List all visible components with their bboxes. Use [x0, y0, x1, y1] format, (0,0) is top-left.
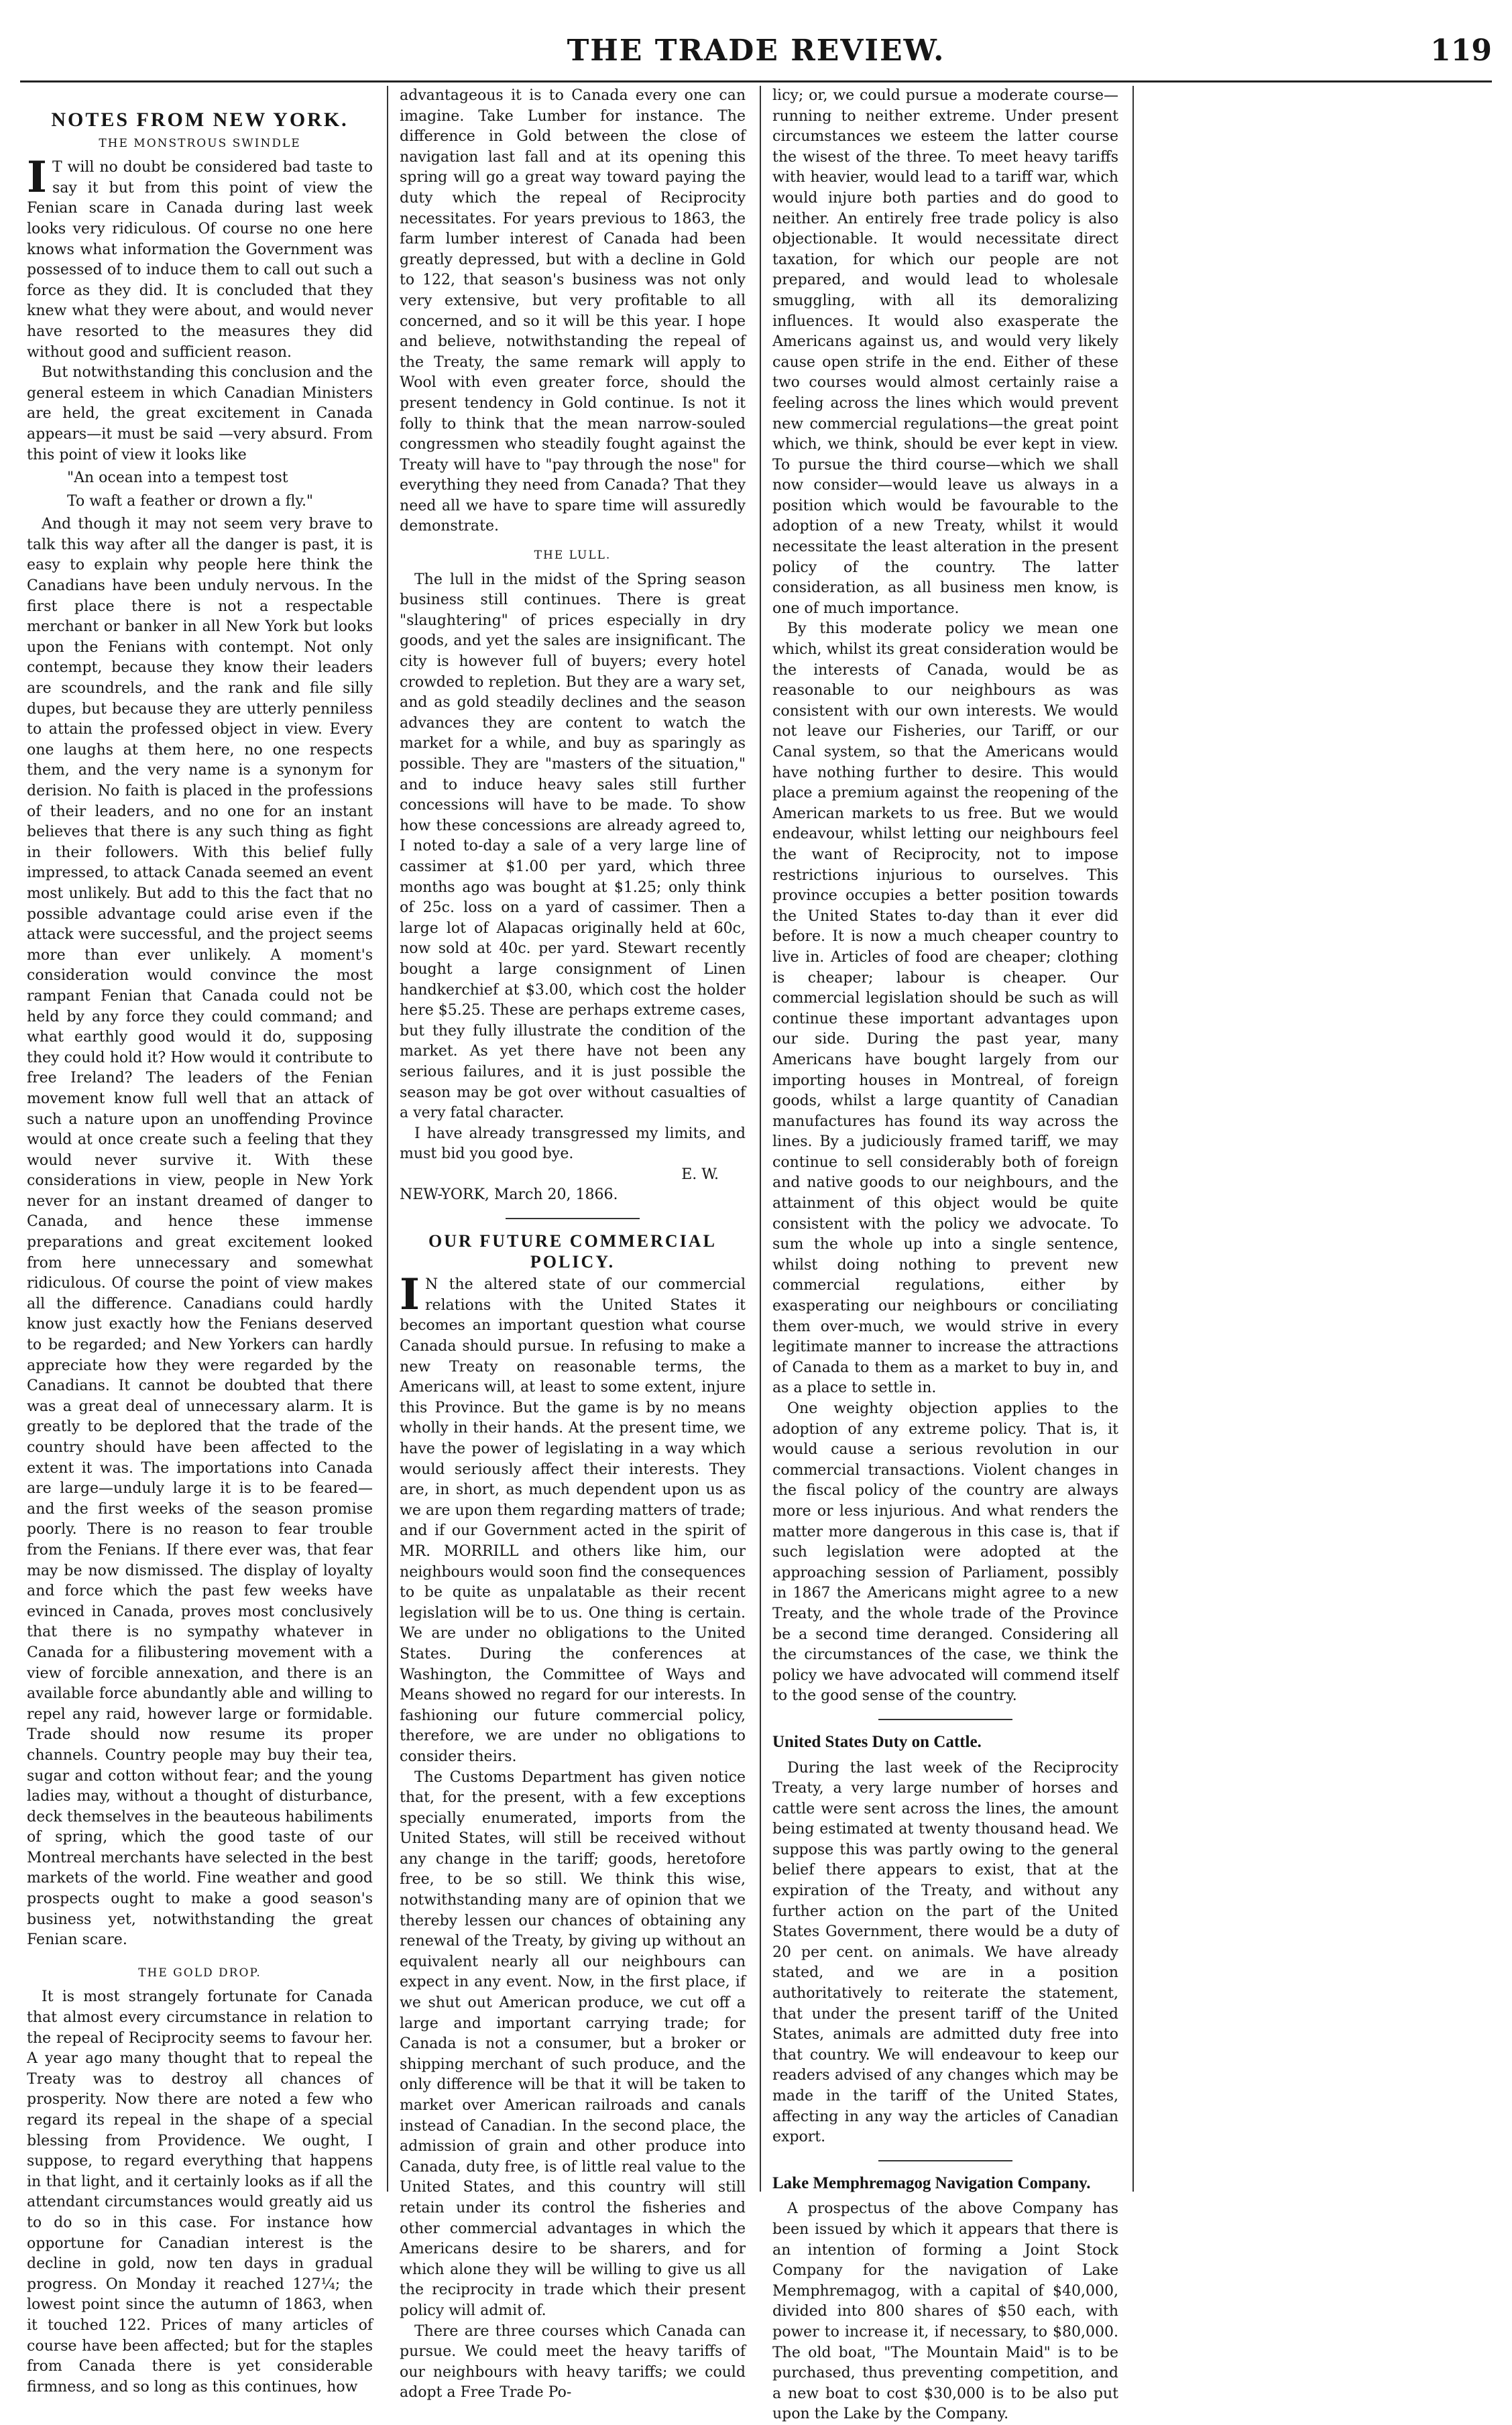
article-paragraph: And though it may not seem very brave to talk this way after all the danger is past, it is easy to explain why people here think the Canadians have been unduly nervous. In the first place there is not a respectable merchant or banker in all New York but looks upon the Fenians with contempt. Not only contempt, because they know their leaders are scoundrels, and the rank and file silly dupes, but because they are utterly penniless to attain the professed object in view. Every one laughs at them here, no one respects them, and the very name is a synonym for derision. No faith is placed in the professions of their leaders, and no one for an instant believes that there is any such thing as fight in their followers. With this belief fully impressed, to attack Canada seemed an event most unlikely. But add to this the fact that no possible advantage could arise even if the attack were successful, and the project seems more than ever unlikely. A moment's consideration would convince the most rampant Fenian that Canada could not be held by any force they could command; and what earthly good would it do, supposing they could hold it? How would it contribute to free Ireland? The leaders of the Fenian movement know full well that an attack of such a nature upon an unoffending Province would at once create such a feeling that they would never survive it. With these considerations in view, people in New York never for an instant dreamed of danger to Canada, and hence these immense preparations and great excitement looked from here unnecessary and somewhat ridiculous. Of course the point of view makes all the difference. Canadians could hardly know just exactly how the Fenians deserved to be regarded; and New Yorkers can hardly appreciate how they were regarded by the Canadians. It cannot be doubted that there was a great deal of unnecessary alarm. It is greatly to be deplored that the trade of the country should have been affected to the extent it was. The importations into Canada are large—unduly large it is to be feared—and the first weeks of the season promise poorly. There is no reason to fear trouble from the Fenians. If there ever was, that fear may be now dismissed. The display of loyalty and force which the past few weeks have evinced in Canada, proves most conclusively that there is no sympathy whatever in Canada for a filibustering movement with a view of forcible annexation, and there is an available force abundantly able and willing to repel any raid, however large or formidable. Trade should now resume its proper channels. Country people may buy their tea, sugar and cotton without fear; and the young ladies may, without a thought of disturbance, deck themselves in the beauteous habiliments of spring, which the good taste of our Montreal merchants have selected in the best markets of the world. Fine weather and good prospects ought to make a good season's business yet, notwithstanding the great Fenian scare. — [27, 516, 373, 1949]
section-rule — [506, 1218, 640, 1219]
publication-title: THE TRADE REVIEW. — [567, 34, 945, 68]
quotation-line: "An ocean into a tempest tost — [67, 469, 288, 487]
masthead — [20, 34, 1492, 76]
article-paragraph: One weighty objection applies to the adoption of any extreme policy. That is, it would cause a serious revolution in our commercial transactions. Violent changes in the fiscal policy of the country are always more or less injurious. And what renders the matter more dangerous in this case is, that if such legislation were adopted at the approaching session of Parliament, possibly in 1867 the Americans might agree to a new Treaty, and the whole trade of the Province be a second time deranged. Considering all the circumstances of the case, we think the policy we have advocated will commend itself to the good sense of the country. — [772, 1400, 1118, 1705]
section-rule — [878, 1719, 1012, 1720]
author-signature: E. W. — [681, 1166, 719, 1183]
paragraph-text: N the altered state of our commercial relations with the United States it becomes an important question what course Canada should pursue. In refusing to make a new Treaty on reasonable terms, the Americans will, at least to some extent, injure this Province. But the game is by no means wholly in their hands. At the present time, we have the power of legislating in a way which would seriously affect their interests. They are, in short, as much dependent upon us as we are upon them regarding matters of trade; and if our Government acted in the spirit of MR. MORRILL and others like him, our neighbours would soon find the consequences to be quite as unpalatable as their recent legislation will be to us. One thing is certain. We are under no obligations to the United States. During the conferences at Washington, the Committee of Ways and Means showed no regard for our interests. In fashioning our future commercial policy, therefore, we are under no obligations to consider theirs. — [400, 1276, 746, 1765]
article-heading-new-york: NOTES FROM NEW YORK. — [51, 109, 349, 131]
section-subheading: THE MONSTROUS SWINDLE — [99, 136, 301, 150]
article-heading-cattle-duty: United States Duty on Cattle. — [772, 1732, 982, 1751]
article-paragraph: But notwithstanding this conclusion and the general esteem in which Canadian Ministers are held, the great excitement in Canada appears—it must be said —very absurd. From this point of view it looks like — [27, 364, 373, 463]
column-1 — [27, 86, 373, 2395]
dateline: NEW-YORK, March 20, 1866. — [400, 1186, 618, 1204]
masthead-rule — [20, 80, 1492, 82]
article-paragraph: I have already transgressed my limits, and must bid you good bye. — [400, 1125, 746, 1163]
drop-cap: I — [27, 152, 47, 203]
article-paragraph: During the last week of the Reciprocity Treaty, a very large number of horses and cattle were sent across the lines, the amount being estimated at twenty thousand head. We suppose this was partly owing to the general belief there appears to exist, that at the expiration of the Treaty, and without any further action on the part of the United States Government, there would be a duty of 20 per cent. on animals. We have already stated, and we are in a position authoritatively to reiterate the statement, that under the present tariff of the United States, animals are admitted duty free into that country. We will endeavour to keep our readers advised of any changes which may be made in the tariff of the United States, affecting in any way the articles of Canadian export. — [772, 1759, 1118, 2146]
paragraph-text: T will no doubt be considered bad taste to say it but from this point of view the Fenian scare in Canada during last week looks very ridiculous. Of course no one here knows what information the Government was possessed of to induce them to call out such a force as they did. It is concluded that they knew what they were about, and would never have resorted to the measures they did without good and sufficient reason. — [27, 159, 373, 361]
column-divider — [1132, 86, 1134, 2192]
article-paragraph: The Customs Department has given notice that, for the present, with a few exceptions specially enumerated, imports from the United States, will still be received without any change in the tariff; goods, heretofore free, to be so still. We think this wise, notwithstanding many are of opinion that we thereby lessen our chances of obtaining any renewal of the Treaty, by giving up without an equivalent nearly all our neighbours can expect in any event. Now, in the first place, if we shut out American produce, we cut off a large and important carrying trade; for Canada is not a consumer, but a broker or shipping merchant of such produce, and the only difference will be that it will be taken to market over American railroads and canals instead of Canadian. In the second place, the admission of grain and other produce into Canada, duty free, is of little real value to the United States, and this country will still retain under its control the fisheries and other commercial advantages in which the Americans desire to be sharers, and for which alone they will be willing to give us all the reciprocity in trade which their present policy will admit of. — [400, 1768, 746, 2319]
article-paragraph — [400, 1270, 746, 1767]
drop-cap: I — [400, 1270, 420, 1320]
quotation-line: To waft a feather or drown a fly." — [67, 492, 314, 510]
article-paragraph: It is most strangely fortunate for Canada that almost every circumstance in relation to the repeal of Reciprocity seems to favour her. A year ago many thought that to repeal the Treaty was to destroy all chances of prosperity. Now there are noted a few who regard its repeal in the shape of a special blessing from Providence. We ought, I suppose, to regard everything that happens in that light, and it certainly looks as if all the attendant circumstances would greatly aid us to do so in this case. For instance how opportune for Canadian interest is the decline in gold, now ten days in gradual progress. On Monday it reached 127¼; the lowest point since the autumn of 1863, when it touched 122. Prices of many articles of course have been affected; but for the staples from Canada there is yet considerable firmness, and so long as this continues, how — [27, 1988, 373, 2395]
article-heading-commercial-policy: OUR FUTURE COMMERCIAL POLICY. — [428, 1231, 717, 1272]
section-subheading: THE GOLD DROP. — [138, 1966, 261, 1980]
article-paragraph: advantageous it is to Canada every one can imagine. Take Lumber for instance. The difference in Gold between the close of navigation last fall and at its opening this spring will go a great way toward paying the duty which the repeal of Reciprocity necessitates. For years previous to 1863, the farm lumber interest of Canada had been greatly depressed, but with a decline in Gold to 122, that season's business was not only very extensive, but very profitable to all concerned, and so it will be this year. I hope and believe, notwithstanding the repeal of the Treaty, the same remark will apply to Wool with even greater force, should the present tendency in Gold continue. Is not it folly to think that the mean narrow-souled congressmen who steadily fought against the Treaty will have to "pay through the nose" for everything they need from Canada? That they need all we have to spare time will assuredly demonstrate. — [400, 87, 746, 535]
column-4 — [1145, 86, 1491, 2192]
section-rule — [878, 2160, 1012, 2161]
article-paragraph: There are three courses which Canada can pursue. We could meet the heavy tariffs of our neighbours with heavy tariffs; we could adopt a Free Trade Po- — [400, 2322, 746, 2402]
article-paragraph: A prospectus of the above Company has been issued by which it appears that there is an intention of forming a Joint Stock Company for the navigation of Lake Memphremagog, with a capital of $40,000, divided into 800 shares of $50 each, with power to increase it, if necessary, to $80,000. The old boat, "The Mountain Maid" is to be purchased, thus preventing competition, and a new boat to cost $30,000 is to be also put upon the Lake by the Company. — [772, 2200, 1118, 2423]
column-divider — [387, 86, 388, 2192]
article-paragraph: By this moderate policy we mean one which, whilst its great consideration would be the interests of Canada, would be as reasonable to our neighbours as was consistent with our own interests. We would not leave our Fisheries, our Tariff, or our Canal system, so that the Americans would have nothing further to desire. This would place a premium against the reopening of the American markets to us free. But we would endeavour, whilst letting our neighbours feel the want of Reciprocity, not to impose restrictions injurious to ourselves. This province occupies a better position towards the United States to-day than it ever did before. It is now a much cheaper country to live in. Articles of food are cheaper; clothing is cheaper; labour is cheaper. Our commercial legislation should be such as will continue these important advantages upon our side. During the past year, many Americans have bought largely from our importing houses in Montreal, of foreign goods, whilst a large quantity of Canadian manufactures has found its way across the lines. By a judiciously framed tariff, we may continue to sell considerably both of foreign and native goods to our neighbours, and the attainment of this object would be quite consistent with the policy we advocate. To sum the whole up into a single sentence, whilst doing nothing to prevent new commercial regulations, either by exasperating our neighbours or conciliating them over-much, we would strive in every legitimate manner to increase the attractions of Canada to them as a market to buy in, and as a place to settle in. — [772, 620, 1118, 1397]
column-divider — [760, 86, 761, 2192]
section-subheading: THE LULL. — [534, 549, 612, 563]
article-paragraph: The lull in the midst of the Spring season business still continues. There is great "slaughtering" of prices especially in dry goods, and yet the sales are insignificant. The city is however full of buyers; every hotel crowded to repletion. But they are a wary set, and as gold steadily declines and the season advances they are content to watch the market for a while, and buy as sparingly as possible. They are "masters of the situation," and to induce heavy sales still further concessions will have to be made. To show how these concessions are already agreed to, I noted to-day a sale of a very large line of cassimer at $1.00 per yard, which three months ago was bought at $1.25; only think of 25c. loss on a yard of cassimer. Then a large lot of Alapacas originally held at 60c, now sold at 40c. per yard. Stewart recently bought a large consignment of Linen handkerchief at $3.00, which cost the holder here $5.25. These are perhaps extreme cases, but they fully illustrate the condition of the market. As yet there have not been any serious failures, and it is just possible the season may be got over without casualties of a very fatal character. — [400, 571, 746, 1122]
column-2 — [400, 86, 746, 2402]
page-number: 119 — [1430, 34, 1492, 68]
article-heading-memphremagog: Lake Memphremagog Navigation Company. — [772, 2174, 1091, 2192]
column-3 — [772, 86, 1118, 2423]
article-paragraph — [27, 152, 373, 363]
article-paragraph: licy; or, we could pursue a moderate course—running to neither extreme. Under present circumstances we esteem the latter course the wisest of the three. To meet heavy tariffs with heavier, would lead to a tariff war, which would injure both parties and do good to neither. An entirely free trade policy is also objectionable. It would necessitate direct taxation, for which our people are not prepared, and would lead to wholesale smuggling, with all its demoralizing influences. It would also exasperate the Americans against us, and would very likely cause open strife in the end. Either of these two courses would almost certainly raise a feeling across the lines which would prevent new commercial regulations—the great point which, we think, should be ever kept in view. To pursue the third course—which we shall now consider—would leave us always in a position which would be favourable to the adoption of a new Treaty, whilst it would necessitate the least alteration in the present policy of the country. The latter consideration, as all business men know, is one of much importance. — [772, 87, 1118, 617]
